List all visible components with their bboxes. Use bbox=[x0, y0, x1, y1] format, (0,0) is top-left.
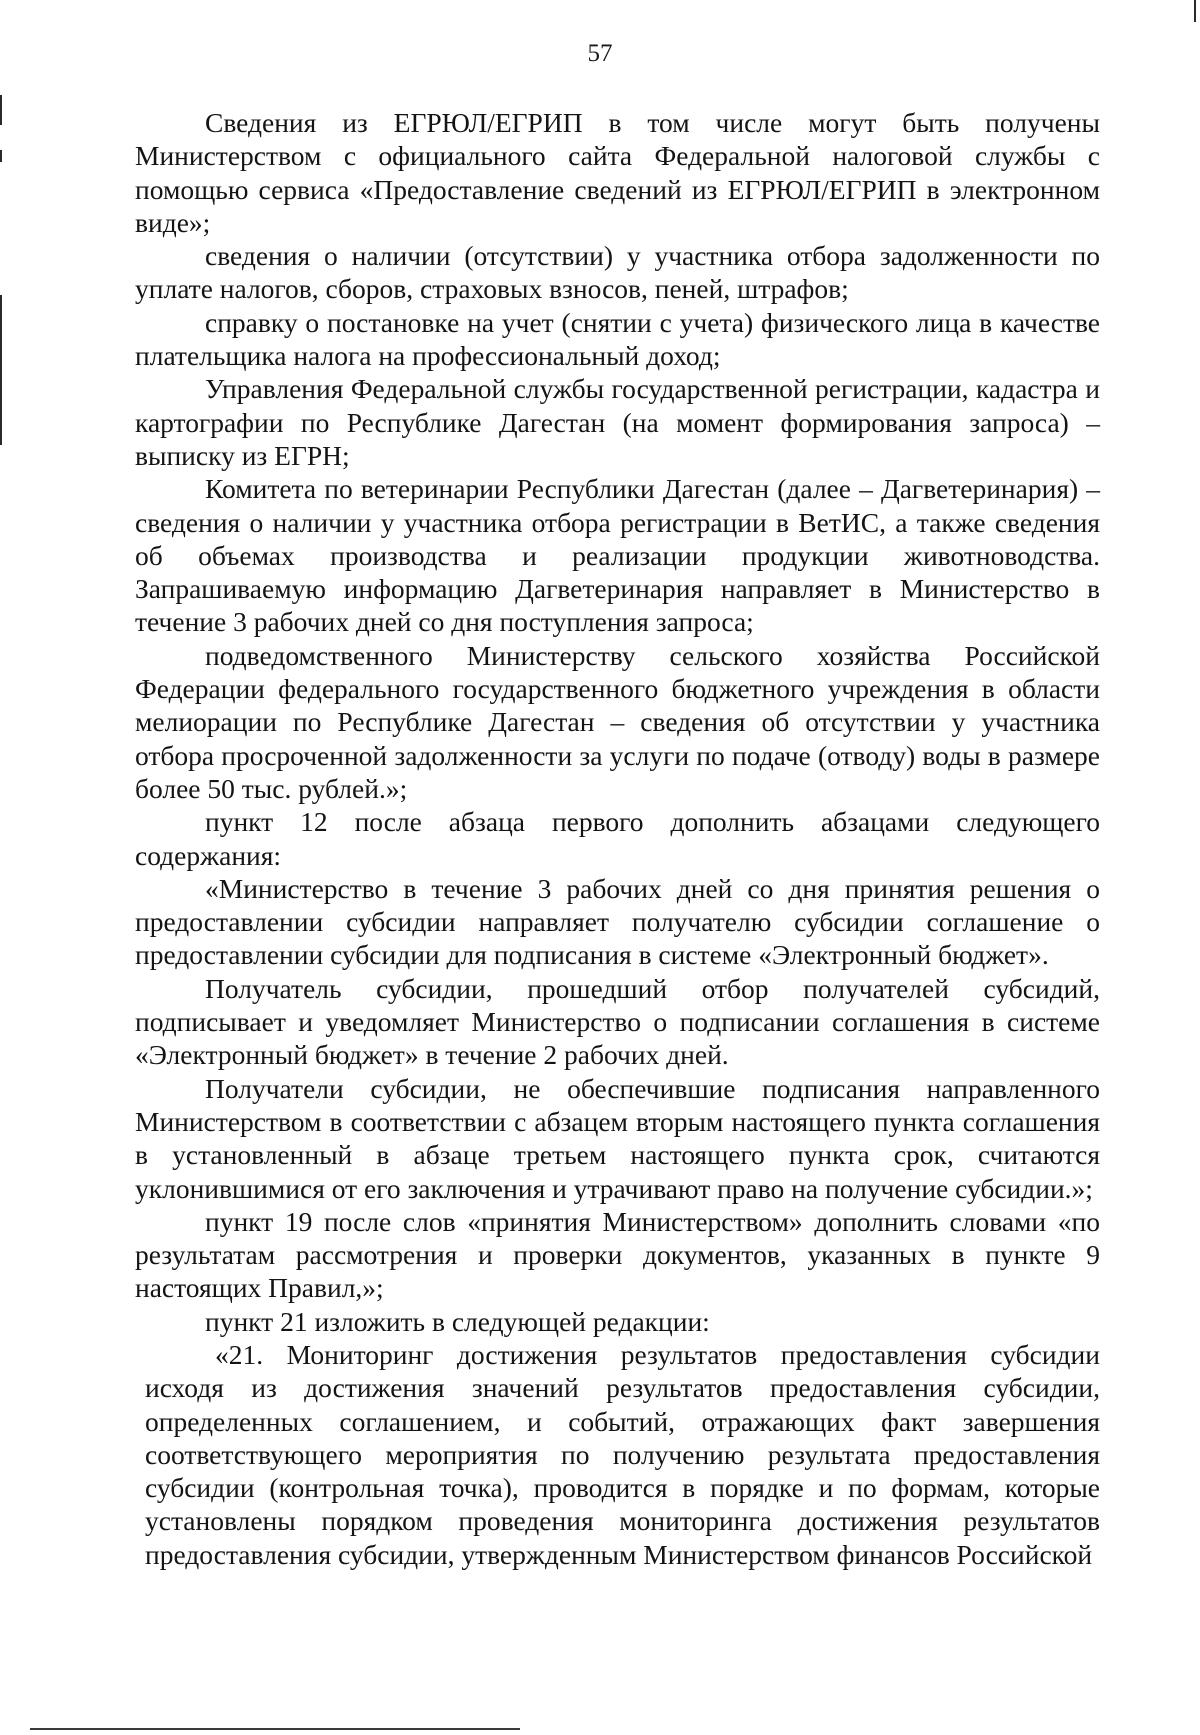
scan-edge-mark-left-2 bbox=[0, 150, 2, 162]
scan-edge-mark-left-3 bbox=[0, 295, 2, 445]
paragraph-veterinary: Комитета по ветеринарии Республики Дагестан (далее – Дагветеринария) – сведения о наличии у участника отбора регистрации в ВетИС, а также сведения об объемах производства и реализации продукции животноводства. Запрашиваемую информацию Дагветеринария направляет в Министерство в течение 3 рабочих дней со дня поступления запроса; bbox=[135, 473, 1100, 638]
paragraph-point-12: пункт 12 после абзаца первого дополнить абзацами следующего содержания: bbox=[135, 806, 1100, 871]
scan-bottom-line bbox=[30, 1728, 520, 1730]
paragraph-rosreestr: Управления Федеральной службы государственной регистрации, кадастра и картографии по Республике Дагестан (на момент формирования запроса) – выписку из ЕГРН; bbox=[135, 373, 1100, 471]
scan-edge-mark-top-right bbox=[1194, 0, 1196, 22]
paragraph-point-21: пункт 21 изложить в следующей редакции: bbox=[205, 1305, 710, 1337]
paragraph-self-employed: справку о постановке на учет (снятии с учета) физического лица в качестве плательщика налога на профессиональный доход; bbox=[135, 306, 1100, 372]
paragraph-agreement-sending: «Министерство в течение 3 рабочих дней со дня принятия решения о предоставлении субсидии направляет получателю субсидии соглашение о предоставлении субсидии для подписания в системе «Электронный бюджет». bbox=[135, 872, 1100, 971]
scan-edge-mark-left-1 bbox=[0, 95, 2, 125]
paragraph-point-19: пункт 19 после слов «принятия Министерством» дополнить словами «по результатам рассмотрения и проверки документов, указанных в пункте 9 настоящих Правил,»; bbox=[135, 1205, 1100, 1304]
paragraph-evasion: Получатели субсидии, не обеспечившие подписания направленного Министерством в соответствии с абзацем вторым настоящего пункта соглашения в установленный в абзаце третьем настоящего пункта срок, считаются уклонившимися от его заключения и утрачивают право на получение субсидии.»; bbox=[135, 1072, 1100, 1204]
document-body bbox=[135, 106, 1100, 1571]
paragraph-agreement-signing: Получатель субсидии, прошедший отбор получателей субсидий, подписывает и уведомляет Министерство о подписании соглашения в системе «Электронный бюджет» в течение 2 рабочих дней. bbox=[135, 972, 1100, 1071]
paragraph-tax-debt: сведения о наличии (отсутствии) у участника отбора задолженности по уплате налогов, сборов, страховых взносов, пеней, штрафов; bbox=[135, 240, 1100, 305]
paragraph-monitoring: «21. Мониторинг достижения результатов предоставления субсидии исходя из достижения значений результатов предоставления субсидии, определенных соглашением, и событий, отражающих факт завершения соответствующего мероприятия по получению результата предоставления субсидии (контрольная точка), проводится в порядке и по формам, которые установлены порядком проведения мониторинга достижения результатов предоставления субсидии, утвержденным Министерством финансов Российской bbox=[145, 1338, 1100, 1570]
paragraph-egrul-info: Сведения из ЕГРЮЛ/ЕГРИП в том числе могут быть получены Министерством с официального сайта Федеральной налоговой службы с помощью сервиса «Предоставление сведений из ЕГРЮЛ/ЕГРИП в электронном виде»; bbox=[135, 107, 1100, 238]
paragraph-melioration: подведомственного Министерству сельского хозяйства Российской Федерации федерального государственного бюджетного учреждения в области мелиорации по Республике Дагестан – сведения об отсутствии у участника отбора просроченной задолженности за услуги по подаче (отводу) воды в размере более 50 тыс. рублей.»; bbox=[135, 639, 1100, 804]
page-number: 57 bbox=[587, 40, 613, 67]
